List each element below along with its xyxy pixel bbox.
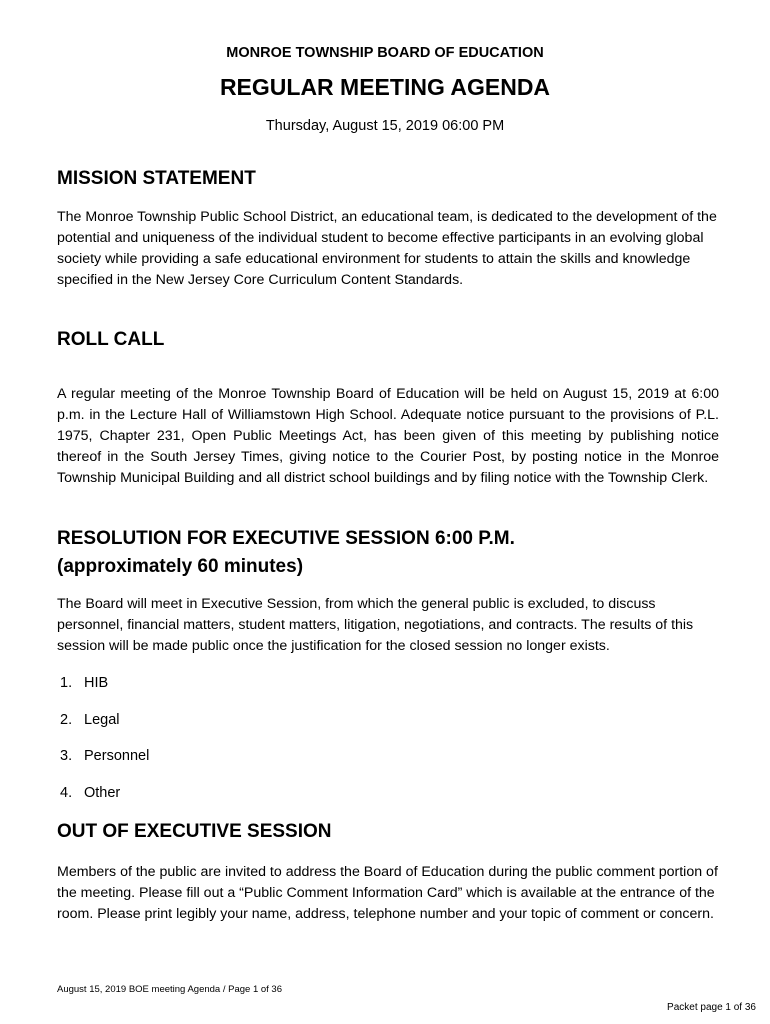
executive-heading: RESOLUTION FOR EXECUTIVE SESSION 6:00 P.M. <box>57 528 515 549</box>
out-of-executive-text: Members of the public are invited to address the Board of Education during the public comment portion of the meeting. Please fill out a “Public Comment Information Card” which is available at the entrance of the room. Please print legibly your name, address, telephone number and your topic of comment or concern. <box>57 864 718 922</box>
executive-subheading: (approximately 60 minutes) <box>57 556 304 577</box>
list-item <box>60 675 108 691</box>
mission-text: The Monroe Township Public School District, an educational team, is dedicated to the development of the potential and uniqueness of the individual student to become effective participants in an evolving global society while providing a safe educational environment for students to attain the skills and knowledge specified in the New Jersey Core Curriculum Content Standards. <box>57 209 717 288</box>
meeting-date: Thursday, August 15, 2019 06:00 PM <box>265 118 505 134</box>
roll-call-heading: ROLL CALL <box>57 329 165 350</box>
mission-heading: MISSION STATEMENT <box>57 168 256 189</box>
list-item-label: Legal <box>84 712 120 728</box>
executive-text: The Board will meet in Executive Session, from which the general public is excluded, to discuss personnel, financial matters, student matters, litigation, negotiations, and contracts. The results of this session will be made public once the justification for the closed session no longer exists. <box>57 596 694 654</box>
list-item-label: Other <box>84 785 121 801</box>
list-item-number: 2. <box>60 712 73 728</box>
packet-page-number: Packet page 1 of 36 <box>667 1002 756 1013</box>
list-item-number: 4. <box>60 785 73 801</box>
list-item-label: Personnel <box>84 748 150 764</box>
out-of-executive-heading: OUT OF EXECUTIVE SESSION <box>57 821 332 842</box>
list-item <box>60 712 119 728</box>
organization-name: MONROE TOWNSHIP BOARD OF EDUCATION <box>226 45 544 61</box>
page-footer: August 15, 2019 BOE meeting Agenda / Page 1 of 36 <box>57 984 282 995</box>
list-item <box>60 748 149 764</box>
list-item-number: 3. <box>60 748 73 764</box>
list-item <box>60 785 120 801</box>
roll-call-text: A regular meeting of the Monroe Township Board of Education will be held on August 15, 2019 at 6:00 p.m. in the Lecture Hall of Williamstown High School. Adequate notice pursuant to the provisions of P.L. 1975, Chapter 231, Open Public Meetings Act, has been given of this meeting by publishing notice thereof in the South Jersey Times, giving notice to the Courier Post, by posting notice in the Monroe Township Municipal Building and all district school buildings and by filing notice with the Township Clerk. <box>57 386 719 486</box>
list-item-label: HIB <box>84 675 109 691</box>
page-title: REGULAR MEETING AGENDA <box>219 74 551 100</box>
list-item-number: 1. <box>60 675 73 691</box>
